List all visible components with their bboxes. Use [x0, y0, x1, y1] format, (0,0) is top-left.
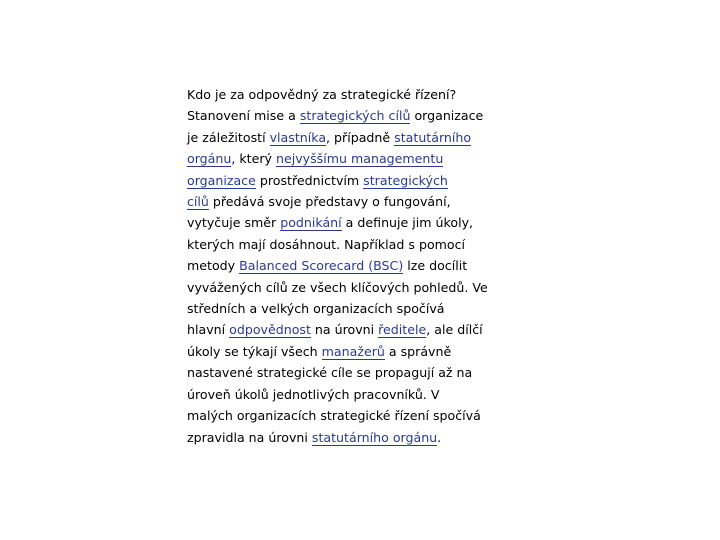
text-line	[187, 362, 532, 383]
text-segment: předává svoje představy o fungování,	[208, 194, 451, 210]
hyperlink[interactable]: Balanced Scorecard (BSC)	[239, 258, 404, 274]
text-line	[187, 298, 532, 319]
text-segment: metody	[187, 258, 240, 274]
text-segment: organizace	[410, 108, 484, 124]
hyperlink[interactable]: ředitele	[378, 322, 427, 338]
text-segment: .	[437, 429, 442, 445]
paragraph	[187, 84, 532, 448]
text-segment: , případně	[326, 129, 395, 145]
hyperlink[interactable]: organizace	[187, 172, 256, 188]
text-line	[187, 191, 532, 212]
text-segment: , ale dílčí	[426, 322, 483, 338]
text-line	[187, 127, 532, 148]
text-line	[187, 341, 532, 362]
text-segment: a správně	[384, 343, 452, 359]
text-line	[187, 212, 532, 233]
hyperlink[interactable]: vlastníka	[269, 129, 327, 145]
text-segment: nastavené strategické cíle se propagují až na	[187, 365, 473, 381]
hyperlink[interactable]: manažerů	[321, 343, 385, 359]
hyperlink[interactable]: podnikání	[280, 215, 342, 231]
text-line	[187, 234, 532, 255]
text-line	[187, 170, 532, 191]
text-segment: a definuje jim úkoly,	[341, 215, 474, 231]
hyperlink[interactable]: odpovědnost	[229, 322, 311, 338]
hyperlink[interactable]: orgánu	[187, 151, 232, 167]
text-line	[187, 384, 532, 405]
text-segment: malých organizacích strategické řízení spočívá	[187, 408, 481, 424]
hyperlink[interactable]: strategických cílů	[299, 108, 411, 124]
text-segment: zpravidla na úrovni	[187, 429, 312, 445]
hyperlink[interactable]: nejvyššímu managementu	[275, 151, 444, 167]
text-line	[187, 148, 532, 169]
text-line	[187, 105, 532, 126]
text-segment: , který	[231, 151, 276, 167]
text-segment: úroveň úkolů jednotlivých pracovníků. V	[187, 386, 440, 402]
text-segment: Stanovení mise a	[187, 108, 300, 124]
text-segment: je záležitostí	[187, 129, 270, 145]
text-segment: kterých mají dosáhnout. Například s pomocí	[187, 236, 466, 252]
text-line	[187, 427, 532, 448]
text-segment: vytyčuje směr	[187, 215, 281, 231]
hyperlink[interactable]: cílů	[187, 194, 209, 210]
hyperlink[interactable]: strategických	[363, 172, 448, 188]
text-segment: na úrovni	[310, 322, 379, 338]
text-line	[187, 405, 532, 426]
text-segment: středních a velkých organizacích spočívá	[187, 301, 445, 317]
hyperlink[interactable]: statutárního orgánu	[311, 429, 438, 445]
text-segment: vyvážených cílů ze všech klíčových pohledů. Ve	[187, 279, 488, 295]
text-line	[187, 319, 532, 340]
hyperlink[interactable]: statutárního	[394, 129, 472, 145]
text-segment: úkoly se týkají všech	[187, 343, 322, 359]
text-line	[187, 84, 532, 105]
text-segment: prostřednictvím	[255, 172, 364, 188]
text-segment: hlavní	[187, 322, 230, 338]
text-segment: lze docílit	[403, 258, 468, 274]
text-line	[187, 277, 532, 298]
text-segment: Kdo je za odpovědný za strategické řízení?	[187, 87, 457, 102]
text-line	[187, 255, 532, 276]
